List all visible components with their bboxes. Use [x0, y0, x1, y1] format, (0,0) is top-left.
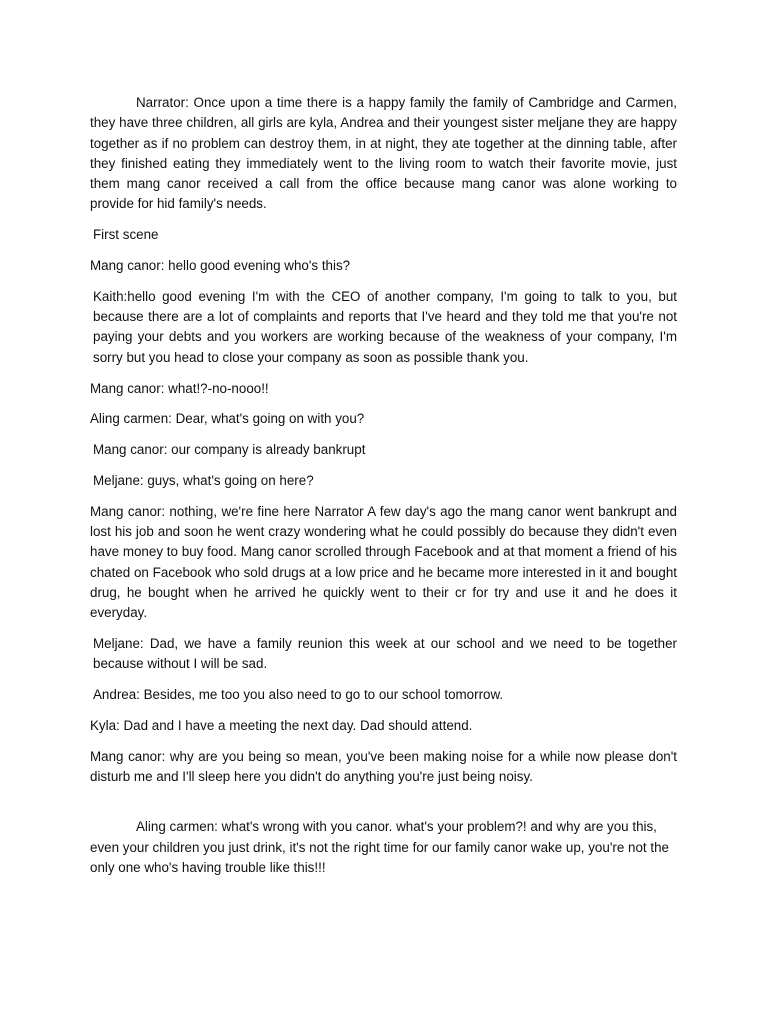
dialogue-line: Meljane: Dad, we have a family reunion this week at our school and we need to be together because without I will be sad. — [93, 636, 677, 672]
dialogue-line: Kaith:hello good evening I'm with the CEO of another company, I'm going to talk to you, but because there are a lot of complaints and reports that I've heard and they told me that you're not paying your debts and you workers are working because of the weakness of your company, I'm sorry but you head to close your company as soon as possible thank you. — [93, 288, 677, 365]
dialogue-line: Meljane: guys, what's going on here? — [93, 472, 314, 488]
document-page — [90, 93, 677, 889]
dialogue-line: Mang canor: hello good evening who's this? — [90, 258, 351, 274]
scene-heading: First scene — [93, 227, 159, 243]
dialogue-line: Andrea: Besides, me too you also need to go to our school tomorrow. — [93, 687, 504, 703]
dialogue-line: Kyla: Dad and I have a meeting the next day. Dad should attend. — [90, 717, 473, 733]
dialogue-line: Mang canor: why are you being so mean, you've been making noise for a while now please don't disturb me and I'll sleep here you didn't do anything you're just being noisy. — [90, 748, 677, 785]
dialogue-line: Aling carmen: Dear, what's going on with you? — [90, 411, 365, 427]
dialogue-line: Mang canor: what!?-no-nooo!! — [90, 380, 269, 396]
dialogue-line: Aling carmen: what's wrong with you canor. what's your problem?! and why are you this, even your children you just drink, it's not the right time for our family canor wake up, you're not the only one who's having trouble like this!!! — [90, 819, 669, 875]
narrator-intro-paragraph: Narrator: Once upon a time there is a happy family the family of Cambridge and Carmen, they have three children, all girls are kyla, Andrea and their youngest sister meljane they are happy together as if no problem can destroy them, in at night, they ate together at the dinning table, after they finished eating they immediately went to the living room to watch their favorite movie, just them mang canor received a call from the office because mang canor was alone working to provide for hid family's needs. — [90, 95, 677, 212]
dialogue-line: Mang canor: our company is already bankrupt — [93, 442, 366, 458]
dialogue-line: Mang canor: nothing, we're fine here Narrator A few day's ago the mang canor went bankrupt and lost his job and soon he went crazy wondering what he could possibly do because they didn't even have money to buy food. Mang canor scrolled through Facebook and at that moment a friend of his chated on Facebook who sold drugs at a low price and he became more interested in it and bought drug, he bought when he arrived he quickly went to their cr for try and use it and he does it everyday. — [90, 503, 677, 621]
